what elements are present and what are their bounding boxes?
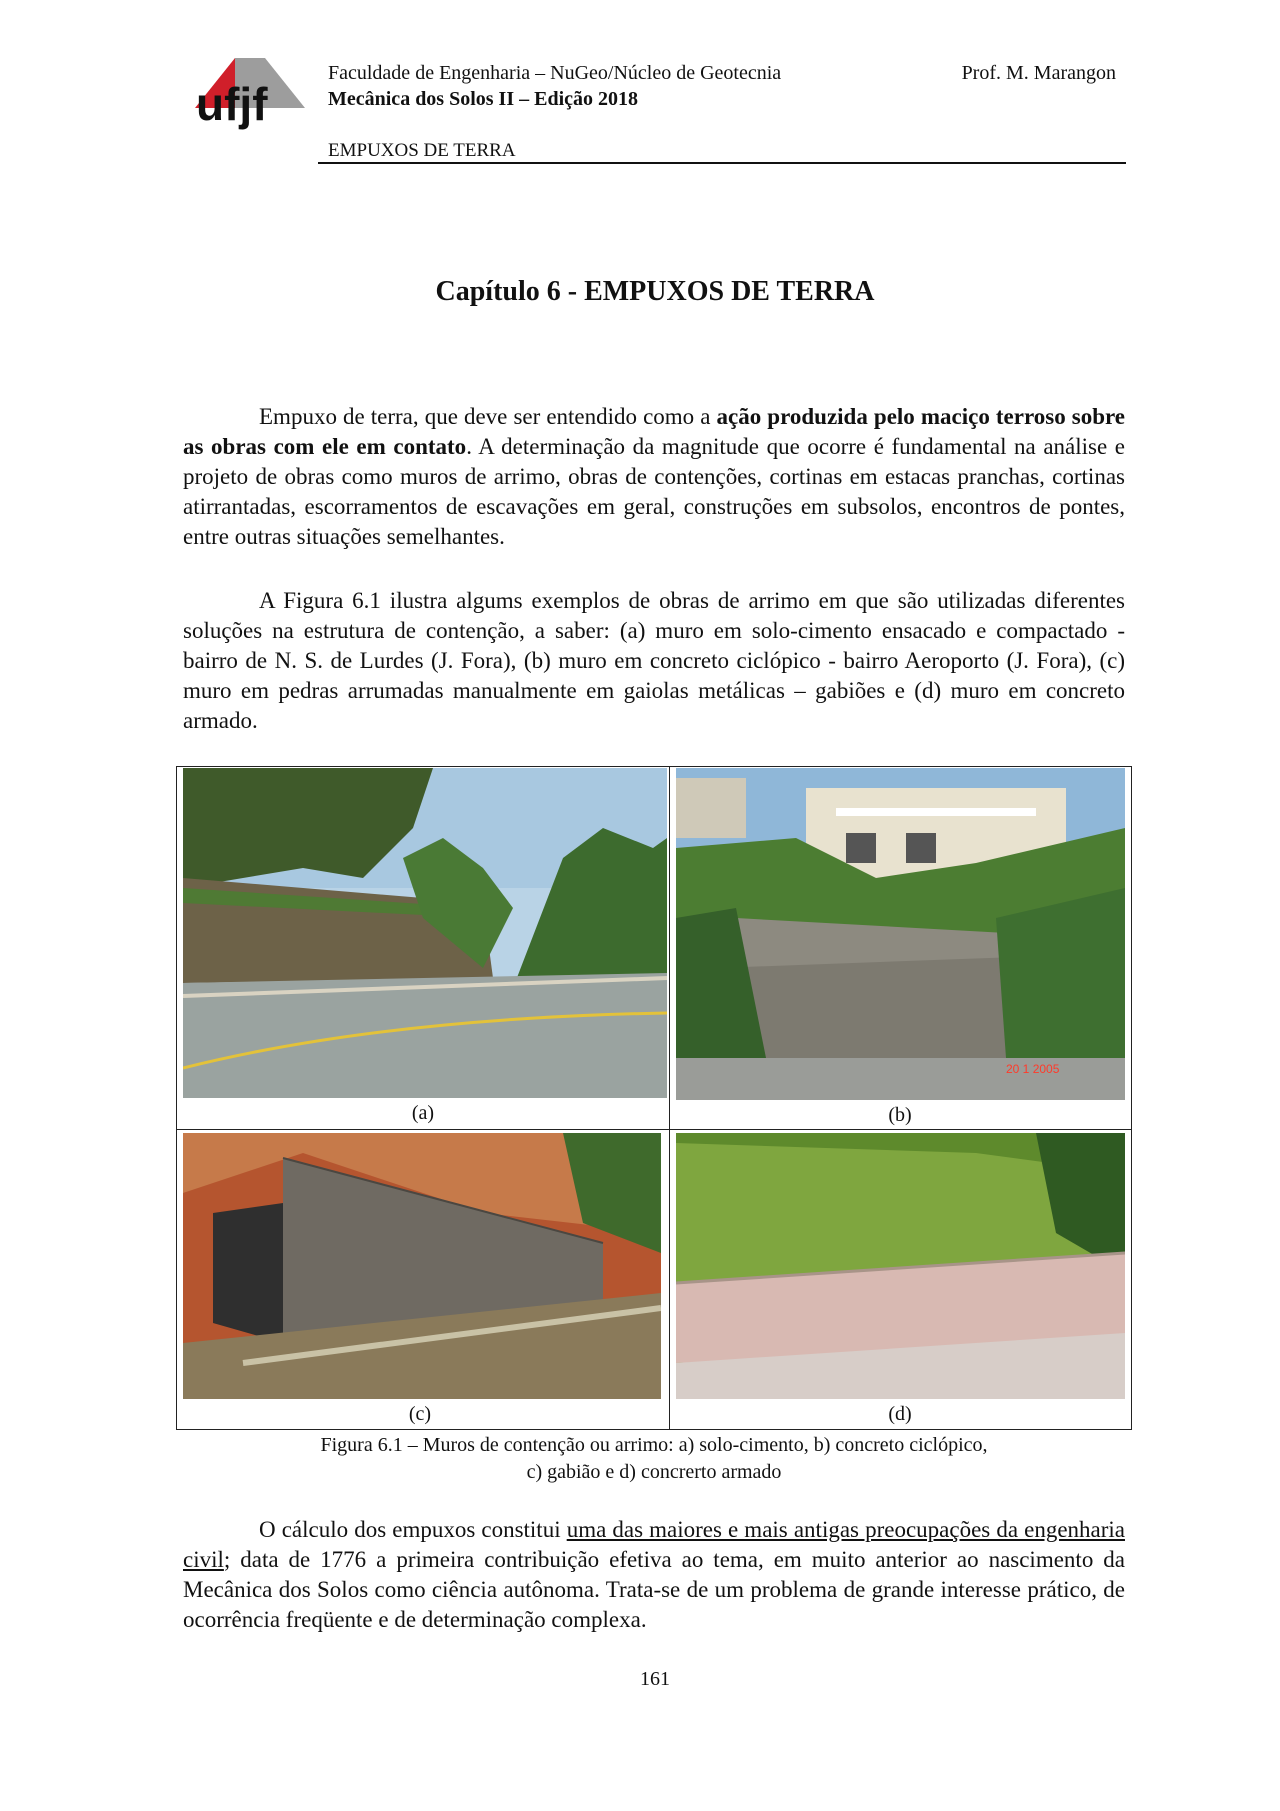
paragraph-2 [183,586,1125,736]
p1-text-end: . A determinação da magnitude que ocorre é fundamental na análise e projeto de obras como muros de arrimo, obras de contenções, cortinas em estacas pranchas, cortinas atirrantadas, escorramentos de escavações em geral, construções em subsolos, encontros de pontes, entre outras situações semelhantes. [183,434,1125,549]
paragraph-1 [183,402,1125,552]
figure-label-c: (c) [408,1403,432,1425]
page-number: 161 [640,1668,670,1690]
photo-a-soil-cement-wall [183,768,667,1098]
p3-underlined: uma das maiores e mais antigas preocupações da engenharia civil [183,1517,1125,1572]
figure-label-b: (b) [888,1104,912,1126]
photo-b-date-stamp: 20 1 2005 [1006,1062,1060,1076]
figure-divider-vertical [669,766,670,1430]
logo-text: ufjf [196,78,268,130]
p3-text-start: O cálculo dos empuxos constitui [259,1517,567,1542]
photo-d-reinforced-concrete-wall [676,1133,1125,1399]
figure-label-a: (a) [411,1102,435,1124]
photo-c-gabion-wall [183,1133,661,1399]
p3-text-end: ; data de 1776 a primeira contribuição efetiva ao tema, em muito anterior ao nascimento da Mecânica dos Solos como ciência autônoma. Trata-se de um problema de grande interesse prático, de ocorrência freqüente e de determinação complexa. [183,1547,1125,1632]
photo-b-cyclopean-concrete-wall [676,768,1125,1100]
p2-text: A Figura 6.1 ilustra algums exemplos de obras de arrimo em que são utilizadas diferentes soluções na estrutura de contenção, a saber: (a) muro em solo-cimento ensacado e compactado - bairro de N. S. de Lurdes (J. Fora), (b) muro em concreto ciclópico - bairro Aeroporto (J. Fora), (c) muro em pedras arrumadas manualmente em gaiolas metálicas – gabiões e (d) muro em concreto armado. [183,588,1125,733]
header-course: Mecânica dos Solos II – Edição 2018 [328,88,639,110]
header-rule [318,162,1126,164]
p1-text-start: Empuxo de terra, que deve ser entendido como a [259,404,717,429]
header-author: Prof. M. Marangon [961,62,1116,84]
figure-caption-line1: Figura 6.1 – Muros de contenção ou arrimo: a) solo-cimento, b) concreto ciclópico, [320,1434,988,1456]
ufjf-logo [190,50,310,150]
figure-label-d: (d) [888,1403,912,1425]
paragraph-3 [183,1515,1125,1635]
figure-divider-horizontal [176,1129,1132,1130]
figure-caption-line2: c) gabião e d) concrerto armado [526,1461,782,1483]
header-section: EMPUXOS DE TERRA [328,140,516,161]
header-institution: Faculdade de Engenharia – NuGeo/Núcleo de Geotecnia [328,62,782,84]
chapter-title: Capítulo 6 - EMPUXOS DE TERRA [435,276,875,307]
p1-bold: ação produzida pelo maciço terroso sobre as obras com ele em contato [183,404,1125,459]
